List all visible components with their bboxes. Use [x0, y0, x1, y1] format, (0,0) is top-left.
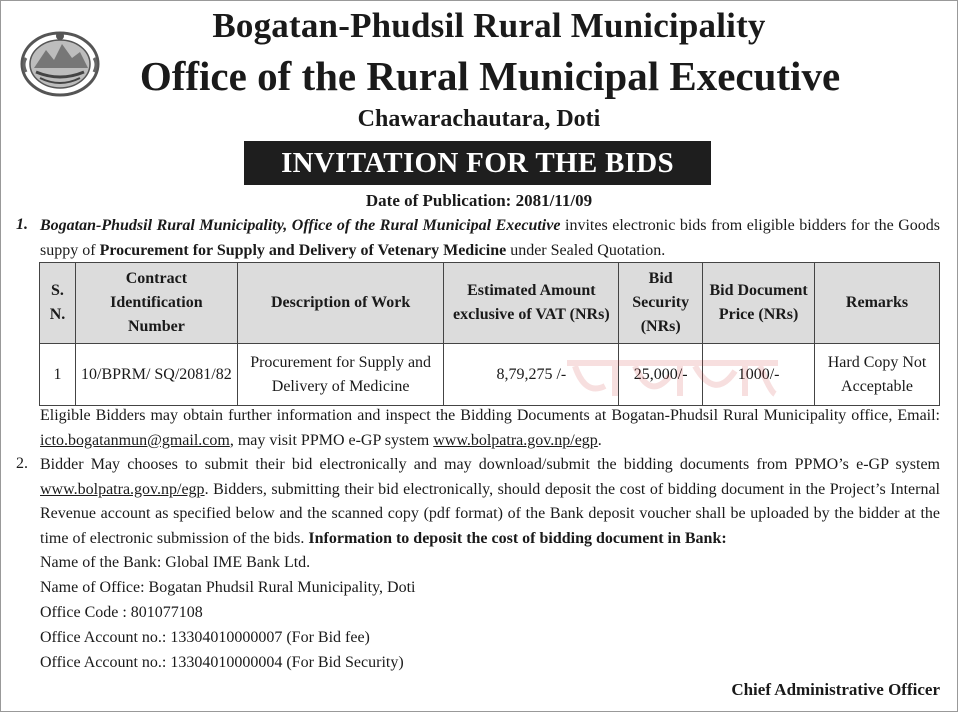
office-name: Name of Office: Bogatan Phudsil Rural Municipality, Doti [40, 579, 416, 596]
cell-remarks: Hard Copy Not Acceptable [815, 344, 940, 406]
eligible-bidders-paragraph [40, 404, 940, 453]
office-title: Office of the Rural Municipal Executive [139, 53, 841, 99]
header-estimated-amount: Estimated Amount exclusive of VAT (NRs) [444, 263, 619, 344]
eligible-text-c: . [597, 431, 602, 449]
cell-description: Procurement for Supply and Delivery of Medicine [237, 344, 444, 406]
header-bid-security: Bid Security (NRs) [619, 263, 703, 344]
header-description: Description of Work [237, 263, 444, 344]
bid-table [39, 262, 940, 406]
section-1-number: 1. [16, 216, 28, 233]
cell-bid-document-price: 1000/- [703, 344, 815, 406]
notice-banner: INVITATION FOR THE BIDS [244, 141, 711, 185]
egp-link[interactable]: www.bolpatra.gov.np/egp [433, 431, 598, 449]
eligible-text-a: Eligible Bidders may obtain further information and inspect the Bidding Documents at Bogatan-Phudsil Rural Municipality office, Email: [40, 407, 940, 424]
email-link[interactable]: icto.bogatanmun@gmail.com [40, 431, 230, 449]
publication-date-label: Date of Publication: [365, 191, 512, 210]
header-contract-id: Contract Identification Number [75, 263, 237, 344]
table-header-row [40, 263, 940, 344]
cell-bid-security: 25,000/- [619, 344, 703, 406]
section-2-paragraph [40, 453, 940, 551]
account-bid-fee: Office Account no.: 13304010000007 (For Bid fee) [40, 629, 370, 646]
office-code: Office Code : 801077108 [40, 604, 203, 621]
publication-date-value: 2081/11/09 [515, 191, 593, 210]
section-1-text-b: under Sealed Quotation. [506, 241, 666, 259]
cell-contract-id: 10/BPRM/ SQ/2081/82 [75, 344, 237, 406]
office-location: Chawarachautara, Doti [357, 106, 601, 132]
signatory: Chief Administrative Officer [731, 680, 940, 699]
header-remarks: Remarks [815, 263, 940, 344]
section-2-number: 2. [16, 455, 28, 472]
account-bid-security: Office Account no.: 13304010000004 (For Bid Security) [40, 654, 404, 671]
cell-sn: 1 [40, 344, 76, 406]
header-sn: S. N. [40, 263, 76, 344]
section-2-bank-heading: Information to deposit the cost of bidding document in Bank: [308, 529, 727, 547]
section-1-text-a: invites electronic bids from eligible bidders for the Goods suppy of [40, 217, 941, 259]
section-2-text-b: . Bidders, submitting their bid electronically, should deposit the cost of bidding document in the Project’s Internal Revenue account as specified below and the scanned copy (pdf format) of the Bank deposit voucher shall be uploaded by the bidder at the time of electronic submission of the bids. [40, 480, 940, 547]
section-1-org: Bogatan-Phudsil Rural Municipality, Office of the Rural Municipal Executive [40, 217, 561, 234]
publication-date [0, 191, 958, 211]
municipality-title: Bogatan-Phudsil Rural Municipality [212, 6, 766, 45]
header-bid-document-price: Bid Document Price (NRs) [703, 263, 815, 344]
section-2-text-a: Bidder May chooses to submit their bid electronically and may download/submit the bidding documents from PPMO’s e-GP system [40, 456, 940, 473]
section-1-paragraph [40, 214, 940, 263]
cell-estimated-amount: 8,79,275 /- [444, 344, 619, 406]
table-row [40, 344, 940, 406]
bank-name: Name of the Bank: Global IME Bank Ltd. [40, 554, 311, 571]
section-2-egp-link[interactable]: www.bolpatra.gov.np/egp [40, 480, 205, 498]
section-1-work: Procurement for Supply and Delivery of Vetenary Medicine [99, 241, 507, 259]
eligible-text-b: , may visit PPMO e-GP system [229, 431, 434, 449]
